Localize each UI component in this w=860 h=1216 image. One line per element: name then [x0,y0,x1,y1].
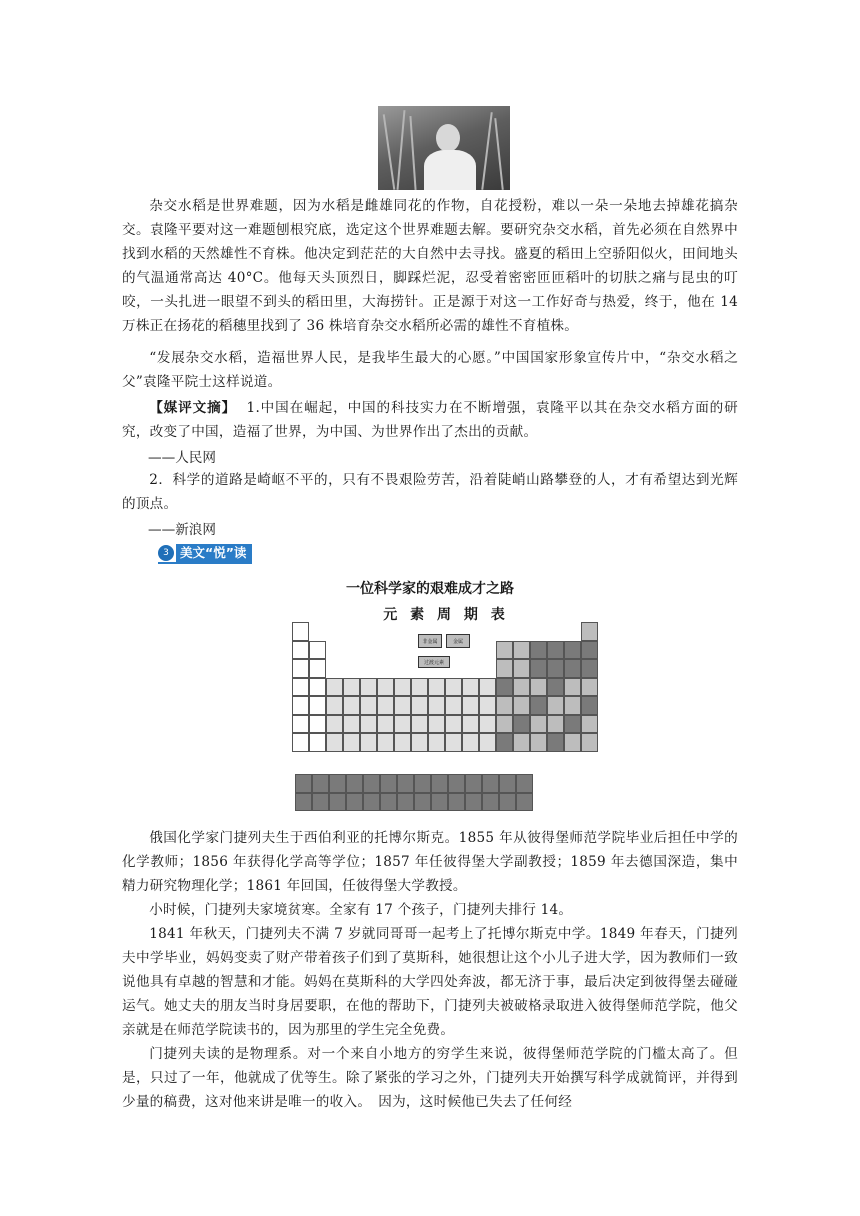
element-cell [547,659,564,678]
element-cell [513,733,530,752]
element-cell [581,715,598,734]
scientist-photo [378,106,510,190]
element-cell [309,678,326,697]
element-cell [312,774,329,793]
element-cell [547,641,564,660]
media-review-source-2: ——新浪网 [148,522,216,538]
element-cell [530,733,547,752]
element-cell [445,733,462,752]
element-cell [309,733,326,752]
element-cell [516,793,533,812]
element-cell [309,715,326,734]
element-cell [479,715,496,734]
element-cell [346,793,363,812]
element-cell [329,774,346,793]
element-cell [496,678,513,697]
element-cell [581,696,598,715]
element-cell [448,774,465,793]
element-cell [431,774,448,793]
paragraph-hybrid-rice: 杂交水稻是世界难题，因为水稻是雌雄同花的作物，自花授粉，难以一朵一朵地去掉雄花搞杂交。袁隆平要对这一难题刨根究底，选定这个世界难题去解。要研究杂交水稻，首先必须在自然界中找到水稻的天然雄性不育株。他决定到茫茫的大自然中去寻找。盛夏的稻田上空骄阳似火，田间地头的气温通常高达 40°C。他每天头顶烈日，脚踩烂泥，忍受着密密匝匝稻叶的切肤之痛与昆虫的叮咬，一头扎进一眼望不到头的稻田里，大海捞针。正是源于对这一工作好奇与热爱，终于，他在 14 万株正在扬花的稻穗里找到了 36 株培育杂交水稻所必需的雄性不育植株。 [122,198,738,334]
element-cell [445,715,462,734]
periodic-table-title: 元 素 周 期 表 [383,607,509,623]
element-cell [547,696,564,715]
element-cell [363,774,380,793]
element-cell [377,715,394,734]
element-cell [462,678,479,697]
section-badge-icon: 3 [158,545,174,561]
element-cell [564,641,581,660]
element-cell [581,659,598,678]
periodic-table-figure [288,604,604,816]
element-cell [343,696,360,715]
element-cell [479,733,496,752]
element-cell [448,793,465,812]
article-paragraph-1: 俄国化学家门捷列夫生于西伯利亚的托博尔斯克。1855 年从彼得堡师范学院毕业后担任中学的化学教师；1856 年获得化学高等学位；1857 年任彼得堡大学副教授；1859 年去德国深造，集中精力研究物理化学；1861 年回国，任彼得堡大学教授。 [122,830,738,894]
article-title: 一位科学家的艰难成才之路 [346,581,514,597]
person-head-icon [436,124,460,152]
media-review-label: 【媒评文摘】 [149,400,237,416]
element-cell [513,678,530,697]
element-cell [411,696,428,715]
element-cell [394,715,411,734]
element-cell [462,696,479,715]
element-cell [564,696,581,715]
element-cell [377,733,394,752]
paragraph-quote: “发展杂交水稻，造福世界人民，是我毕生最大的心愿。”中国国家形象宣传片中，“杂交水稻之父”袁隆平院士这样说道。 [122,350,738,390]
element-cell [479,696,496,715]
element-cell [496,715,513,734]
element-cell [360,696,377,715]
element-cell [292,696,309,715]
element-cell [581,641,598,660]
element-cell [462,715,479,734]
rice-stalk-icon [383,114,396,190]
element-cell [292,622,309,641]
element-cell [312,793,329,812]
element-cell [329,793,346,812]
element-cell [530,715,547,734]
element-cell [482,793,499,812]
element-cell [295,774,312,793]
media-review-source-1: ——人民网 [148,450,216,466]
element-cell [326,715,343,734]
element-cell [326,678,343,697]
element-cell [292,641,309,660]
element-cell [360,678,377,697]
element-cell [377,696,394,715]
article-paragraph-4: 门捷列夫读的是物理系。对一个来自小地方的穷学生来说，彼得堡师范学院的门槛太高了。但是，只过了一年，他就成了优等生。除了紧张的学习之外，门捷列夫开始撰写科学成就简评，并得到少量的稿费，这对他来讲是唯一的收入。 因为，这时候他已失去了任何经 [122,1046,738,1110]
element-cell [326,733,343,752]
element-cell [309,659,326,678]
section-badge [158,544,252,562]
element-cell [411,733,428,752]
element-cell [513,696,530,715]
element-cell [513,715,530,734]
element-cell [394,696,411,715]
element-cell [414,793,431,812]
element-cell [530,678,547,697]
element-cell [343,678,360,697]
element-cell [482,774,499,793]
element-cell [445,678,462,697]
element-cell [496,733,513,752]
element-cell [343,733,360,752]
article-paragraph-2: 小时候，门捷列夫家境贫寒。全家有 17 个孩子，门捷列夫排行 14。 [149,902,573,918]
section-badge-underline [158,562,252,564]
element-cell [581,678,598,697]
element-cell [530,659,547,678]
element-cell [428,696,445,715]
element-cell [564,659,581,678]
element-cell [547,715,564,734]
element-cell [363,793,380,812]
element-cell [496,696,513,715]
element-cell [292,659,309,678]
element-cell [465,793,482,812]
element-cell [414,774,431,793]
element-cell [499,793,516,812]
element-cell [530,696,547,715]
element-cell [397,774,414,793]
legend-nonmetal: 非金属 [418,634,442,648]
element-cell [292,715,309,734]
element-cell [431,793,448,812]
element-cell [343,715,360,734]
element-cell [547,733,564,752]
element-cell [309,641,326,660]
legend-transition: 过渡元素 [418,656,450,668]
element-cell [394,733,411,752]
rice-stalk-icon [494,118,504,190]
element-cell [411,678,428,697]
element-cell [360,715,377,734]
element-cell [462,733,479,752]
element-cell [513,641,530,660]
element-cell [496,641,513,660]
element-cell [547,678,564,697]
element-cell [564,678,581,697]
element-cell [377,678,394,697]
element-cell [564,733,581,752]
element-cell [295,793,312,812]
element-cell [564,715,581,734]
media-review-item-1: 【媒评文摘】 1.中国在崛起，中国的科技实力在不断增强，袁隆平以其在杂交水稻方面的研究，改变了中国，造福了世界，为中国、为世界作出了杰出的贡献。 [122,400,739,440]
element-cell [309,696,326,715]
element-cell [397,793,414,812]
person-body-icon [424,150,476,190]
element-cell [496,659,513,678]
element-cell [346,774,363,793]
element-cell [411,715,428,734]
element-cell [516,774,533,793]
element-cell [292,678,309,697]
media-review-item-2: 2．科学的道路是崎岖不平的，只有不畏艰险劳苦，沿着陡峭山路攀登的人，才有希望达到光辉的顶点。 [122,472,738,512]
element-cell [513,659,530,678]
element-cell [360,733,377,752]
element-cell [428,733,445,752]
article-paragraph-3: 1841 年秋天，门捷列夫不满 7 岁就同哥哥一起考上了托博尔斯克中学。1849 年春天，门捷列夫中学毕业，妈妈变卖了财产带着孩子们到了莫斯科，她很想让这个小儿子进大学，因为教师们一致说他具有卓越的智慧和才能。妈妈在莫斯科的大学四处奔波，都无济于事，最后决定到彼得堡去碰碰运气。她丈夫的朋友当时身居要职，在他的帮助下，门捷列夫被破格录取进入彼得堡师范学院，他父亲就是在师范学院读书的，因为那里的学生完全免费。 [122,926,738,1038]
element-cell [380,774,397,793]
section-badge-label: 美文“悦”读 [176,544,252,562]
element-cell [530,641,547,660]
element-cell [465,774,482,793]
element-cell [326,696,343,715]
element-cell [428,715,445,734]
element-cell [581,733,598,752]
rice-stalk-icon [397,110,406,190]
element-cell [292,733,309,752]
element-cell [581,622,598,641]
rice-stalk-icon [409,116,416,190]
element-cell [479,678,496,697]
legend-metal: 金属 [446,634,470,648]
element-cell [445,696,462,715]
element-cell [380,793,397,812]
rice-stalk-icon [481,112,492,190]
element-cell [428,678,445,697]
element-cell [394,678,411,697]
element-cell [499,774,516,793]
